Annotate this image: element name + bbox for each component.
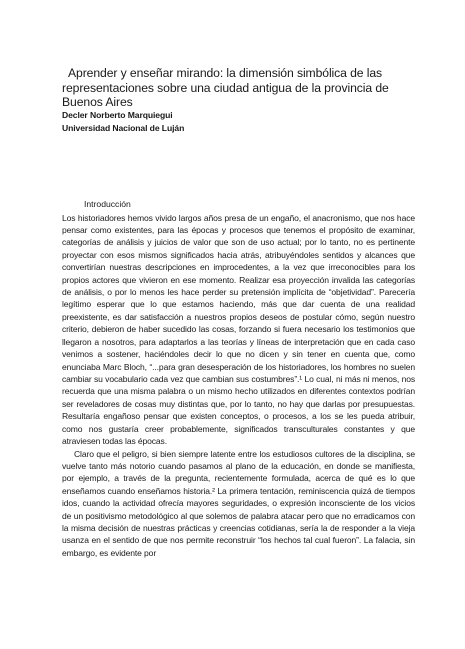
article-header (62, 66, 412, 136)
author-name: Decler Norberto Marquiegui (62, 109, 173, 120)
article-title: Aprender y enseñar mirando: la dimensión simbólica de las representaciones sobre una ciudad antigua de la provincia de Buenos Aires (62, 66, 389, 109)
section-heading: Introducción (84, 199, 131, 209)
paragraph-2: Claro que el peligro, si bien siempre latente entre los estudiosos cultores de la disciplina, se vuelve tanto más notorio cuando pasamos al plano de la educación, en donde se manifiesta, por ejemplo, a través de la pregunta, recientemente formulada, acerca de qué es lo que enseñamos cuando enseñamos historia.² La primera tentación, reminiscencia quizá de tiempos idos, cuando la actividad ofrecía mayores seguridades, o expresión inconsciente de los vicios de un positivismo metodológico al que solemos de palabra atacar pero que no erradicamos con la misma decisión de nuestras prácticas y creencias cotidianas, sería la de responder a la vieja usanza en el sentido de que nos permite reconstruir “los hechos tal cual fueron”. La falacia, sin embargo, es evidente por (62, 448, 415, 558)
paragraph-1: Los historiadores hemos vivido largos años presa de un engaño, el anacronismo, que nos hace pensar como existentes, para las épocas y procesos que tenemos el propósito de examinar, categorías de análisis y juicios de valor que son de uso actual; por lo tanto, no es pertinente proyectar con esos mismos significados hacia atrás, atribuyéndoles sentidos y alcances que convertirían nuestras descripciones en improcedentes, a la vez que irreconocibles para los propios actores que vivieron en ese momento. Realizar esa proyección invalida las categorías de análisis, o por lo menos les hace perder su pretensión implícita de “objetividad”. Parecería legítimo esperar que lo que estamos haciendo, más que dar cuenta de una realidad preexistente, es dar satisfacción a nuestros propios deseos de postular cómo, según nuestro criterio, debieron de haber sucedido las cosas, forzando si fuera necesario los testimonios que llegaron a nosotros, para adaptarlos a las teorías y líneas de interpretación que en cada caso venimos a sostener, haciéndoles decir lo que no dicen y sin tener en cuenta que, como enunciaba Marc Bloch, “...para gran desesperación de los historiadores, los hombres no suelen cambiar su vocabulario cada vez que cambian sus costumbres”.¹ Lo cual, ni más ni menos, nos recuerda que una misma palabra o un mismo hecho utilizados en diferentes contextos podrían ser reveladores de cosas muy distintas que, por lo tanto, no hay que darlas por presupuestas. Resultaría engañoso pensar que existen conceptos, o procesos, a los se les pueda atribuir, como nos gustaría creer probablemente, significados transculturales constantes y que atraviesen todas las épocas. (62, 212, 415, 447)
article-body (62, 198, 415, 559)
author-affiliation: Universidad Nacional de Luján (62, 123, 185, 133)
